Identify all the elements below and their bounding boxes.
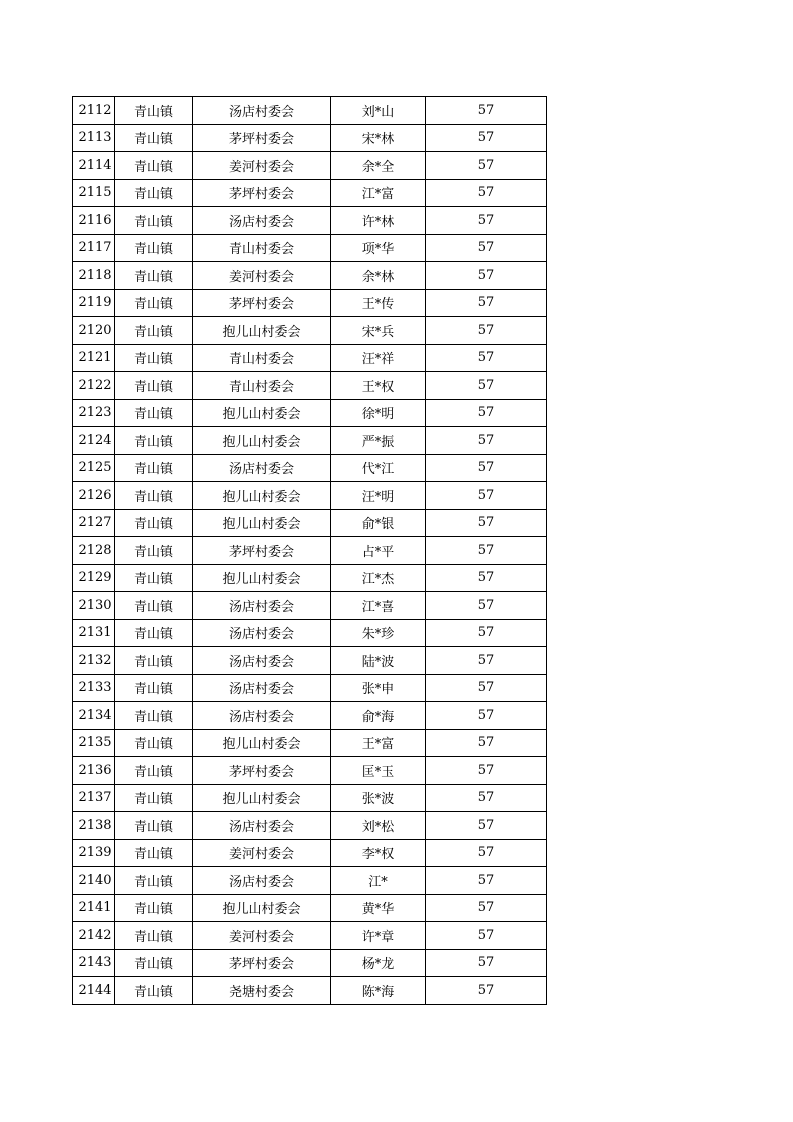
value-cell: 57	[426, 482, 547, 510]
village-committee-cell: 抱儿山村委会	[193, 482, 331, 510]
town-cell: 青山镇	[115, 949, 193, 977]
name-cell: 严*振	[331, 427, 426, 455]
row-number-cell: 2121	[73, 344, 115, 372]
value-cell: 57	[426, 207, 547, 235]
table-row	[73, 317, 547, 345]
name-cell: 朱*珍	[331, 619, 426, 647]
town-cell: 青山镇	[115, 234, 193, 262]
table-row	[73, 207, 547, 235]
row-number-cell: 2129	[73, 564, 115, 592]
row-number-cell: 2137	[73, 784, 115, 812]
table-row	[73, 702, 547, 730]
value-cell: 57	[426, 179, 547, 207]
value-cell: 57	[426, 427, 547, 455]
value-cell: 57	[426, 372, 547, 400]
table-row	[73, 564, 547, 592]
value-cell: 57	[426, 124, 547, 152]
name-cell: 余*林	[331, 262, 426, 290]
table-row	[73, 592, 547, 620]
row-number-cell: 2116	[73, 207, 115, 235]
village-committee-cell: 抱儿山村委会	[193, 317, 331, 345]
name-cell: 占*平	[331, 537, 426, 565]
name-cell: 许*林	[331, 207, 426, 235]
village-committee-cell: 汤店村委会	[193, 674, 331, 702]
table-row	[73, 674, 547, 702]
value-cell: 57	[426, 702, 547, 730]
table-row	[73, 427, 547, 455]
name-cell: 宋*兵	[331, 317, 426, 345]
town-cell: 青山镇	[115, 124, 193, 152]
table-row	[73, 619, 547, 647]
table-row	[73, 179, 547, 207]
village-committee-cell: 茅坪村委会	[193, 757, 331, 785]
row-number-cell: 2114	[73, 152, 115, 180]
table-row	[73, 784, 547, 812]
table-row	[73, 922, 547, 950]
name-cell: 陈*海	[331, 977, 426, 1005]
table-row	[73, 537, 547, 565]
row-number-cell: 2144	[73, 977, 115, 1005]
table-row	[73, 977, 547, 1005]
name-cell: 余*全	[331, 152, 426, 180]
name-cell: 王*富	[331, 729, 426, 757]
name-cell: 代*江	[331, 454, 426, 482]
row-number-cell: 2126	[73, 482, 115, 510]
town-cell: 青山镇	[115, 427, 193, 455]
value-cell: 57	[426, 537, 547, 565]
name-cell: 李*权	[331, 839, 426, 867]
value-cell: 57	[426, 839, 547, 867]
name-cell: 江*喜	[331, 592, 426, 620]
name-cell: 陆*波	[331, 647, 426, 675]
town-cell: 青山镇	[115, 674, 193, 702]
town-cell: 青山镇	[115, 454, 193, 482]
name-cell: 汪*明	[331, 482, 426, 510]
table-row	[73, 839, 547, 867]
row-number-cell: 2115	[73, 179, 115, 207]
value-cell: 57	[426, 812, 547, 840]
table-row	[73, 262, 547, 290]
village-committee-cell: 茅坪村委会	[193, 179, 331, 207]
value-cell: 57	[426, 317, 547, 345]
row-number-cell: 2124	[73, 427, 115, 455]
town-cell: 青山镇	[115, 344, 193, 372]
town-cell: 青山镇	[115, 812, 193, 840]
village-committee-cell: 抱儿山村委会	[193, 399, 331, 427]
row-number-cell: 2134	[73, 702, 115, 730]
row-number-cell: 2142	[73, 922, 115, 950]
row-number-cell: 2141	[73, 894, 115, 922]
row-number-cell: 2135	[73, 729, 115, 757]
name-cell: 徐*明	[331, 399, 426, 427]
town-cell: 青山镇	[115, 482, 193, 510]
name-cell: 江*杰	[331, 564, 426, 592]
value-cell: 57	[426, 234, 547, 262]
name-cell: 王*传	[331, 289, 426, 317]
value-cell: 57	[426, 97, 547, 125]
row-number-cell: 2127	[73, 509, 115, 537]
village-committee-cell: 姜河村委会	[193, 922, 331, 950]
village-committee-cell: 抱儿山村委会	[193, 894, 331, 922]
row-number-cell: 2113	[73, 124, 115, 152]
town-cell: 青山镇	[115, 894, 193, 922]
town-cell: 青山镇	[115, 207, 193, 235]
value-cell: 57	[426, 262, 547, 290]
name-cell: 刘*山	[331, 97, 426, 125]
village-committee-cell: 抱儿山村委会	[193, 564, 331, 592]
table-row	[73, 97, 547, 125]
table-row	[73, 152, 547, 180]
value-cell: 57	[426, 454, 547, 482]
row-number-cell: 2130	[73, 592, 115, 620]
value-cell: 57	[426, 564, 547, 592]
table-row	[73, 647, 547, 675]
table-row	[73, 372, 547, 400]
value-cell: 57	[426, 867, 547, 895]
town-cell: 青山镇	[115, 262, 193, 290]
row-number-cell: 2128	[73, 537, 115, 565]
village-committee-cell: 汤店村委会	[193, 702, 331, 730]
value-cell: 57	[426, 757, 547, 785]
town-cell: 青山镇	[115, 592, 193, 620]
value-cell: 57	[426, 509, 547, 537]
town-cell: 青山镇	[115, 647, 193, 675]
row-number-cell: 2119	[73, 289, 115, 317]
value-cell: 57	[426, 647, 547, 675]
village-committee-cell: 抱儿山村委会	[193, 509, 331, 537]
table-row	[73, 949, 547, 977]
village-committee-cell: 青山村委会	[193, 344, 331, 372]
town-cell: 青山镇	[115, 729, 193, 757]
village-committee-cell: 汤店村委会	[193, 592, 331, 620]
value-cell: 57	[426, 922, 547, 950]
records-body	[73, 97, 547, 1005]
row-number-cell: 2136	[73, 757, 115, 785]
table-row	[73, 729, 547, 757]
value-cell: 57	[426, 949, 547, 977]
town-cell: 青山镇	[115, 619, 193, 647]
village-committee-cell: 汤店村委会	[193, 97, 331, 125]
name-cell: 杨*龙	[331, 949, 426, 977]
town-cell: 青山镇	[115, 289, 193, 317]
town-cell: 青山镇	[115, 564, 193, 592]
town-cell: 青山镇	[115, 784, 193, 812]
village-committee-cell: 尧塘村委会	[193, 977, 331, 1005]
row-number-cell: 2120	[73, 317, 115, 345]
town-cell: 青山镇	[115, 757, 193, 785]
name-cell: 张*波	[331, 784, 426, 812]
village-committee-cell: 汤店村委会	[193, 647, 331, 675]
town-cell: 青山镇	[115, 152, 193, 180]
row-number-cell: 2125	[73, 454, 115, 482]
value-cell: 57	[426, 784, 547, 812]
row-number-cell: 2133	[73, 674, 115, 702]
name-cell: 江*富	[331, 179, 426, 207]
name-cell: 宋*林	[331, 124, 426, 152]
town-cell: 青山镇	[115, 97, 193, 125]
value-cell: 57	[426, 152, 547, 180]
value-cell: 57	[426, 674, 547, 702]
value-cell: 57	[426, 592, 547, 620]
name-cell: 俞*银	[331, 509, 426, 537]
town-cell: 青山镇	[115, 317, 193, 345]
value-cell: 57	[426, 977, 547, 1005]
name-cell: 汪*祥	[331, 344, 426, 372]
town-cell: 青山镇	[115, 509, 193, 537]
village-committee-cell: 抱儿山村委会	[193, 729, 331, 757]
name-cell: 张*申	[331, 674, 426, 702]
town-cell: 青山镇	[115, 372, 193, 400]
town-cell: 青山镇	[115, 922, 193, 950]
village-committee-cell: 汤店村委会	[193, 867, 331, 895]
name-cell: 刘*松	[331, 812, 426, 840]
row-number-cell: 2122	[73, 372, 115, 400]
row-number-cell: 2139	[73, 839, 115, 867]
table-row	[73, 234, 547, 262]
name-cell: 黄*华	[331, 894, 426, 922]
table-row	[73, 289, 547, 317]
village-committee-cell: 抱儿山村委会	[193, 427, 331, 455]
name-cell: 许*章	[331, 922, 426, 950]
row-number-cell: 2118	[73, 262, 115, 290]
name-cell: 王*权	[331, 372, 426, 400]
table-row	[73, 894, 547, 922]
table-row	[73, 482, 547, 510]
value-cell: 57	[426, 289, 547, 317]
table-row	[73, 454, 547, 482]
village-committee-cell: 姜河村委会	[193, 262, 331, 290]
village-committee-cell: 汤店村委会	[193, 619, 331, 647]
town-cell: 青山镇	[115, 537, 193, 565]
row-number-cell: 2117	[73, 234, 115, 262]
village-committee-cell: 茅坪村委会	[193, 289, 331, 317]
row-number-cell: 2132	[73, 647, 115, 675]
village-committee-cell: 茅坪村委会	[193, 949, 331, 977]
table-row	[73, 867, 547, 895]
name-cell: 俞*海	[331, 702, 426, 730]
town-cell: 青山镇	[115, 977, 193, 1005]
row-number-cell: 2143	[73, 949, 115, 977]
village-committee-cell: 汤店村委会	[193, 812, 331, 840]
value-cell: 57	[426, 619, 547, 647]
table-row	[73, 344, 547, 372]
town-cell: 青山镇	[115, 702, 193, 730]
row-number-cell: 2123	[73, 399, 115, 427]
table-row	[73, 399, 547, 427]
town-cell: 青山镇	[115, 839, 193, 867]
village-committee-cell: 茅坪村委会	[193, 124, 331, 152]
village-committee-cell: 抱儿山村委会	[193, 784, 331, 812]
value-cell: 57	[426, 894, 547, 922]
table-row	[73, 509, 547, 537]
name-cell: 匡*玉	[331, 757, 426, 785]
row-number-cell: 2112	[73, 97, 115, 125]
value-cell: 57	[426, 344, 547, 372]
row-number-cell: 2140	[73, 867, 115, 895]
village-committee-cell: 青山村委会	[193, 372, 331, 400]
table-row	[73, 757, 547, 785]
town-cell: 青山镇	[115, 867, 193, 895]
village-committee-cell: 汤店村委会	[193, 454, 331, 482]
village-committee-cell: 汤店村委会	[193, 207, 331, 235]
name-cell: 项*华	[331, 234, 426, 262]
row-number-cell: 2138	[73, 812, 115, 840]
village-committee-cell: 姜河村委会	[193, 839, 331, 867]
village-committee-cell: 茅坪村委会	[193, 537, 331, 565]
name-cell: 江*	[331, 867, 426, 895]
value-cell: 57	[426, 399, 547, 427]
town-cell: 青山镇	[115, 179, 193, 207]
town-cell: 青山镇	[115, 399, 193, 427]
value-cell: 57	[426, 729, 547, 757]
village-committee-cell: 姜河村委会	[193, 152, 331, 180]
row-number-cell: 2131	[73, 619, 115, 647]
table-row	[73, 124, 547, 152]
village-committee-cell: 青山村委会	[193, 234, 331, 262]
table-row	[73, 812, 547, 840]
records-table	[72, 96, 547, 1005]
